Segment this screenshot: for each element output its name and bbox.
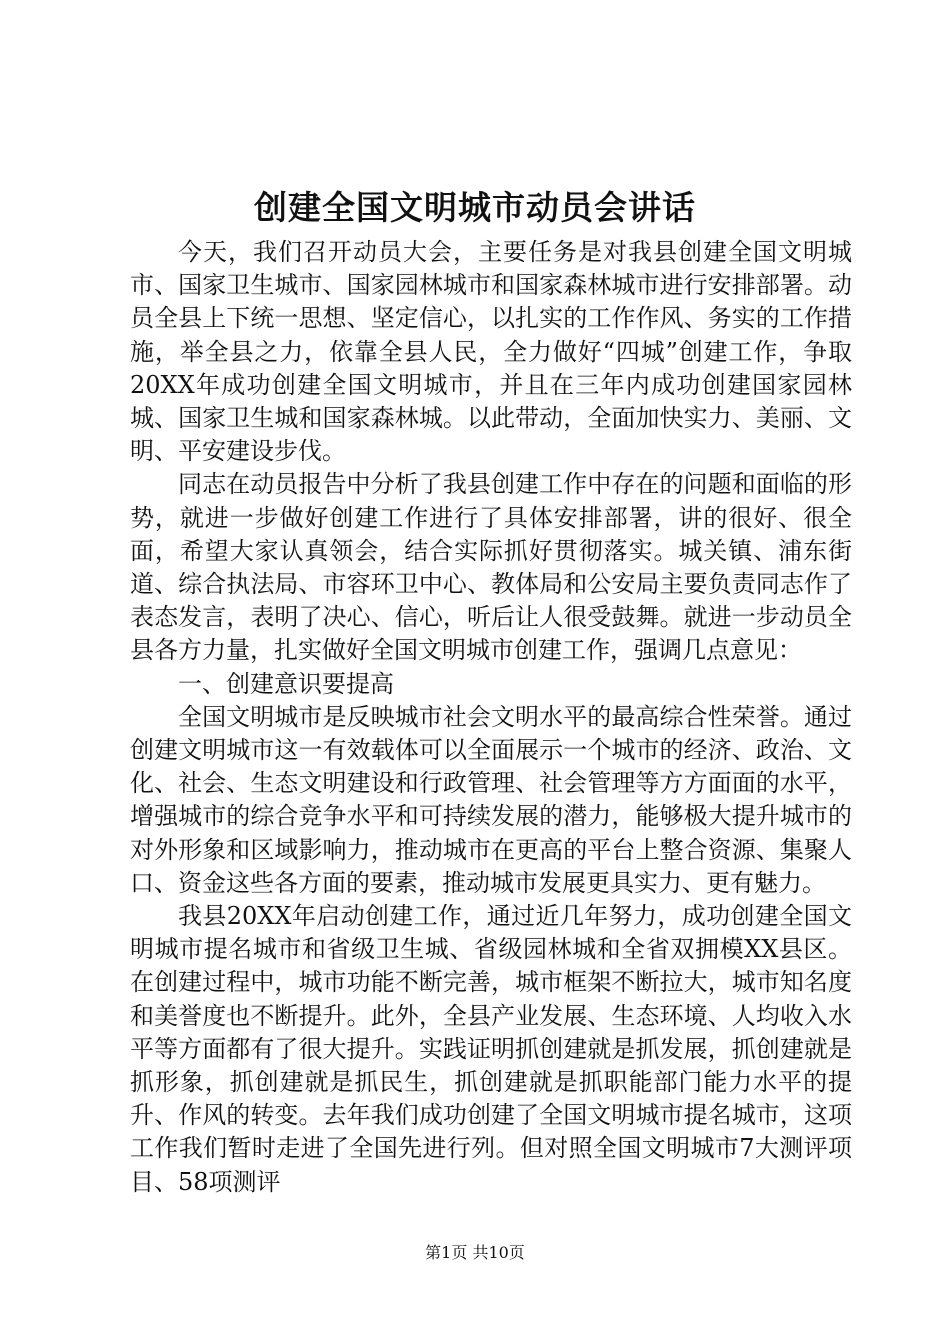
document-body — [130, 236, 852, 1199]
page-footer: 第1页 共10页 — [425, 1243, 525, 1262]
paragraph-report-summary: 同志在动员报告中分析了我县创建工作中存在的问题和面临的形势，就进一步做好创建工作进行了具体安排部署，讲的很好、很全面，希望大家认真领会，结合实际抓好贯彻落实。城关镇、浦东街道、综合执法局、市容环卫中心、教体局和公安局主要负责同志作了表态发言，表明了决心、信心，听后让人很受鼓舞。就进一步动员全县各方力量，扎实做好全国文明城市创建工作，强调几点意见： — [130, 470, 852, 665]
paragraph-opening: 今天，我们召开动员大会，主要任务是对我县创建全国文明城市、国家卫生城市、国家园林城市和国家森林城市进行安排部署。动员全县上下统一思想、坚定信心，以扎实的工作作风、务实的工作措施，举全县之力，依靠全县人民，全力做好“四城”创建工作，争取20XX年成功创建全国文明城市，并且在三年内成功创建国家园林城、国家卫生城和国家森林城。以此带动，全面加快实力、美丽、文明、平安建设步伐。 — [130, 238, 852, 466]
document-title: 创建全国文明城市动员会讲话 — [254, 188, 696, 227]
paragraph-significance: 全国文明城市是反映城市社会文明水平的最高综合性荣誉。通过创建文明城市这一有效载体可以全面展示一个城市的经济、政治、文化、社会、生态文明建设和行政管理、社会管理等方方面面的水平，增强城市的综合竞争水平和可持续发展的潜力，能够极大提升城市的对外形象和区域影响力，推动城市在更高的平台上整合资源、集聚人口、资金这些各方面的要素，推动城市发展更具实力、更有魅力。 — [130, 702, 852, 897]
paragraph-progress: 我县20XX年启动创建工作，通过近几年努力，成功创建全国文明城市提名城市和省级卫生城、省级园林城和全省双拥模XX县区。在创建过程中，城市功能不断完善，城市框架不断拉大，城市知名度和美誉度也不断提升。此外，全县产业发展、生态环境、人均收入水平等方面都有了很大提升。实践证明抓创建就是抓发展，抓创建就是抓形象，抓创建就是抓民生，抓创建就是抓职能部门能力水平的提升、作风的转变。去年我们成功创建了全国文明城市提名城市，这项工作我们暂时走进了全国先进行列。但对照全国文明城市7大测评项目、58项测评 — [130, 902, 852, 1196]
section-heading: 一、创建意识要提高 — [178, 669, 394, 698]
